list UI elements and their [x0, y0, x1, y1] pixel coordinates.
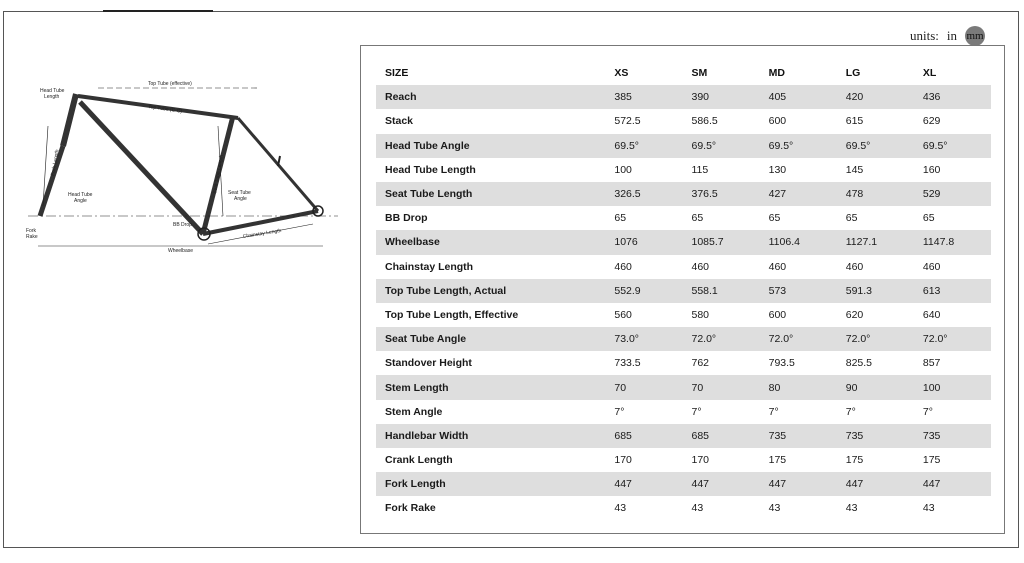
table-cell: 735 — [922, 429, 941, 442]
table-cell: 460 — [614, 260, 632, 273]
table-cell: 170 — [691, 454, 710, 467]
row-label: Fork Rake — [385, 502, 436, 515]
table-cell: 558.1 — [691, 284, 718, 297]
table-cell: 735 — [845, 429, 864, 442]
table-cell: 70 — [614, 381, 627, 394]
table-cell: 65 — [691, 212, 704, 225]
table-cell: 460 — [768, 260, 787, 273]
row-label: Stem Angle — [385, 405, 443, 418]
table-cell: 460 — [922, 260, 941, 273]
table-cell: 72.0° — [768, 333, 794, 346]
table-cell: 427 — [768, 188, 787, 201]
table-cell: 685 — [614, 429, 632, 442]
table-row — [376, 496, 991, 520]
table-cell: 69.5° — [614, 139, 639, 152]
table-cell: 65 — [614, 212, 627, 225]
table-row — [376, 85, 991, 109]
table-cell: 447 — [922, 478, 941, 491]
table-cell: 69.5° — [845, 139, 871, 152]
label-head-tube-angle-2: Angle — [74, 198, 87, 204]
table-cell: 69.5° — [922, 139, 948, 152]
label-head-tube-length-1: Head Tube — [40, 88, 65, 94]
units-label: units: — [910, 28, 939, 43]
table-cell: 460 — [691, 260, 710, 273]
table-cell: 1076 — [614, 236, 638, 249]
table-cell: 7° — [922, 405, 933, 418]
table-cell: 170 — [614, 454, 632, 467]
row-label: Seat Tube Angle — [385, 333, 467, 346]
table-cell: 620 — [845, 308, 864, 321]
table-cell: 43 — [691, 502, 704, 515]
table-cell: 7° — [768, 405, 779, 418]
table-cell: 733.5 — [614, 357, 641, 370]
table-cell: 586.5 — [691, 115, 718, 128]
label-fork-rake-1: Fork — [26, 228, 36, 234]
header-xs: XS — [614, 67, 629, 80]
table-cell: 560 — [614, 308, 632, 321]
table-cell: 385 — [614, 91, 632, 104]
row-label: Stack — [385, 115, 414, 128]
table-cell: 72.0° — [845, 333, 871, 346]
label-top-tube-ctc: Top Tube (C-C) — [147, 104, 183, 115]
row-label: Head Tube Length — [385, 163, 476, 176]
label-fork-rake-2: Rake — [26, 234, 38, 240]
table-row — [376, 182, 991, 206]
table-cell: 69.5° — [768, 139, 794, 152]
row-label: Standover Height — [385, 357, 472, 370]
row-label: Reach — [385, 91, 417, 104]
table-row — [376, 303, 991, 327]
table-row — [376, 230, 991, 254]
table-cell: 7° — [845, 405, 856, 418]
geometry-table-panel — [360, 45, 1005, 534]
table-cell: 460 — [845, 260, 864, 273]
table-cell: 420 — [845, 91, 864, 104]
label-top-tube-effective: Top Tube (effective) — [148, 81, 192, 87]
row-label: Top Tube Length, Actual — [385, 284, 507, 297]
row-label: BB Drop — [385, 212, 428, 225]
table-row — [376, 255, 991, 279]
table-row — [376, 109, 991, 133]
table-cell: 1147.8 — [922, 236, 955, 249]
table-cell: 685 — [691, 429, 710, 442]
table-cell: 145 — [845, 163, 864, 176]
table-cell: 552.9 — [614, 284, 641, 297]
table-cell: 447 — [768, 478, 787, 491]
row-label: Wheelbase — [385, 236, 440, 249]
label-head-tube-length-2: Length — [44, 94, 60, 100]
header-size: SIZE — [385, 67, 409, 80]
table-cell: 600 — [768, 308, 787, 321]
table-cell: 447 — [614, 478, 632, 491]
label-fork-length: Fork Length — [50, 149, 61, 177]
table-cell: 1106.4 — [768, 236, 800, 249]
table-cell: 90 — [845, 381, 858, 394]
table-cell: 1085.7 — [691, 236, 724, 249]
label-bb-drop: BB Drop — [173, 222, 192, 228]
table-cell: 175 — [922, 454, 941, 467]
table-cell: 65 — [845, 212, 858, 225]
header-md: MD — [768, 67, 785, 80]
table-cell: 43 — [845, 502, 858, 515]
row-label: Head Tube Angle — [385, 139, 470, 152]
table-cell: 43 — [614, 502, 627, 515]
table-cell: 175 — [845, 454, 864, 467]
table-cell: 447 — [691, 478, 710, 491]
header-xl: XL — [922, 67, 937, 80]
label-seat-tube-length: Seat Tube Length — [212, 154, 225, 195]
table-row — [376, 448, 991, 472]
geometry-table — [376, 61, 991, 521]
label-head-tube-angle-1: Head Tube — [68, 192, 93, 198]
table-cell: 43 — [922, 502, 935, 515]
table-cell: 615 — [845, 115, 864, 128]
table-row — [376, 279, 991, 303]
table-cell: 72.0° — [691, 333, 717, 346]
table-cell: 65 — [768, 212, 781, 225]
table-cell: 478 — [845, 188, 864, 201]
table-row — [376, 327, 991, 351]
units-toggle — [910, 26, 985, 46]
table-cell: 115 — [691, 163, 709, 176]
row-label: Chainstay Length — [385, 260, 474, 273]
top-rule — [103, 10, 213, 12]
label-seat-tube-angle-2: Angle — [234, 196, 247, 202]
table-row — [376, 206, 991, 230]
label-chainstay-length: Chainstay Length — [242, 227, 282, 240]
table-cell: 73.0° — [614, 333, 639, 346]
table-cell: 100 — [922, 381, 941, 394]
label-wheelbase: Wheelbase — [168, 248, 194, 254]
table-cell: 7° — [614, 405, 625, 418]
table-cell: 613 — [922, 284, 941, 297]
table-cell: 600 — [768, 115, 787, 128]
table-cell: 572.5 — [614, 115, 641, 128]
table-cell: 70 — [691, 381, 704, 394]
table-cell: 825.5 — [845, 357, 873, 370]
table-row — [376, 424, 991, 448]
table-row — [376, 351, 991, 375]
table-cell: 130 — [768, 163, 787, 176]
row-label: Seat Tube Length — [385, 188, 473, 201]
table-cell: 326.5 — [614, 188, 641, 201]
label-seat-tube-angle-1: Seat Tube — [228, 190, 251, 196]
table-cell: 376.5 — [691, 188, 718, 201]
table-cell: 447 — [845, 478, 864, 491]
table-cell: 7° — [691, 405, 702, 418]
units-option-in[interactable]: in — [946, 28, 958, 43]
row-label: Top Tube Length, Effective — [385, 308, 519, 321]
table-cell: 175 — [768, 454, 787, 467]
table-cell: 640 — [922, 308, 941, 321]
table-cell: 100 — [614, 163, 632, 176]
table-cell: 762 — [691, 357, 710, 370]
table-cell: 735 — [768, 429, 787, 442]
table-cell: 65 — [922, 212, 935, 225]
header-lg: LG — [845, 67, 861, 80]
header-sm: SM — [691, 67, 708, 80]
table-cell: 857 — [922, 357, 941, 370]
row-label: Crank Length — [385, 454, 453, 467]
table-cell: 529 — [922, 188, 941, 201]
table-row — [376, 134, 991, 158]
table-cell: 80 — [768, 381, 781, 394]
row-label: Fork Length — [385, 478, 446, 491]
table-cell: 793.5 — [768, 357, 795, 370]
table-cell: 405 — [768, 91, 787, 104]
units-option-mm[interactable]: mm — [965, 26, 985, 46]
row-label: Stem Length — [385, 381, 449, 394]
table-cell: 573 — [768, 284, 787, 297]
table-row — [376, 472, 991, 496]
row-label: Handlebar Width — [385, 429, 469, 442]
table-cell: 390 — [691, 91, 710, 104]
table-cell: 580 — [691, 308, 710, 321]
table-row — [376, 158, 991, 182]
table-row — [376, 400, 991, 424]
table-header-row — [376, 61, 991, 85]
table-cell: 436 — [922, 91, 941, 104]
table-row — [376, 375, 991, 399]
table-cell: 629 — [922, 115, 941, 128]
table-cell: 72.0° — [922, 333, 948, 346]
table-cell: 160 — [922, 163, 941, 176]
frame-geometry-diagram — [18, 66, 348, 266]
table-cell: 69.5° — [691, 139, 717, 152]
table-cell: 1127.1 — [845, 236, 878, 249]
table-cell: 591.3 — [845, 284, 873, 297]
table-cell: 43 — [768, 502, 781, 515]
